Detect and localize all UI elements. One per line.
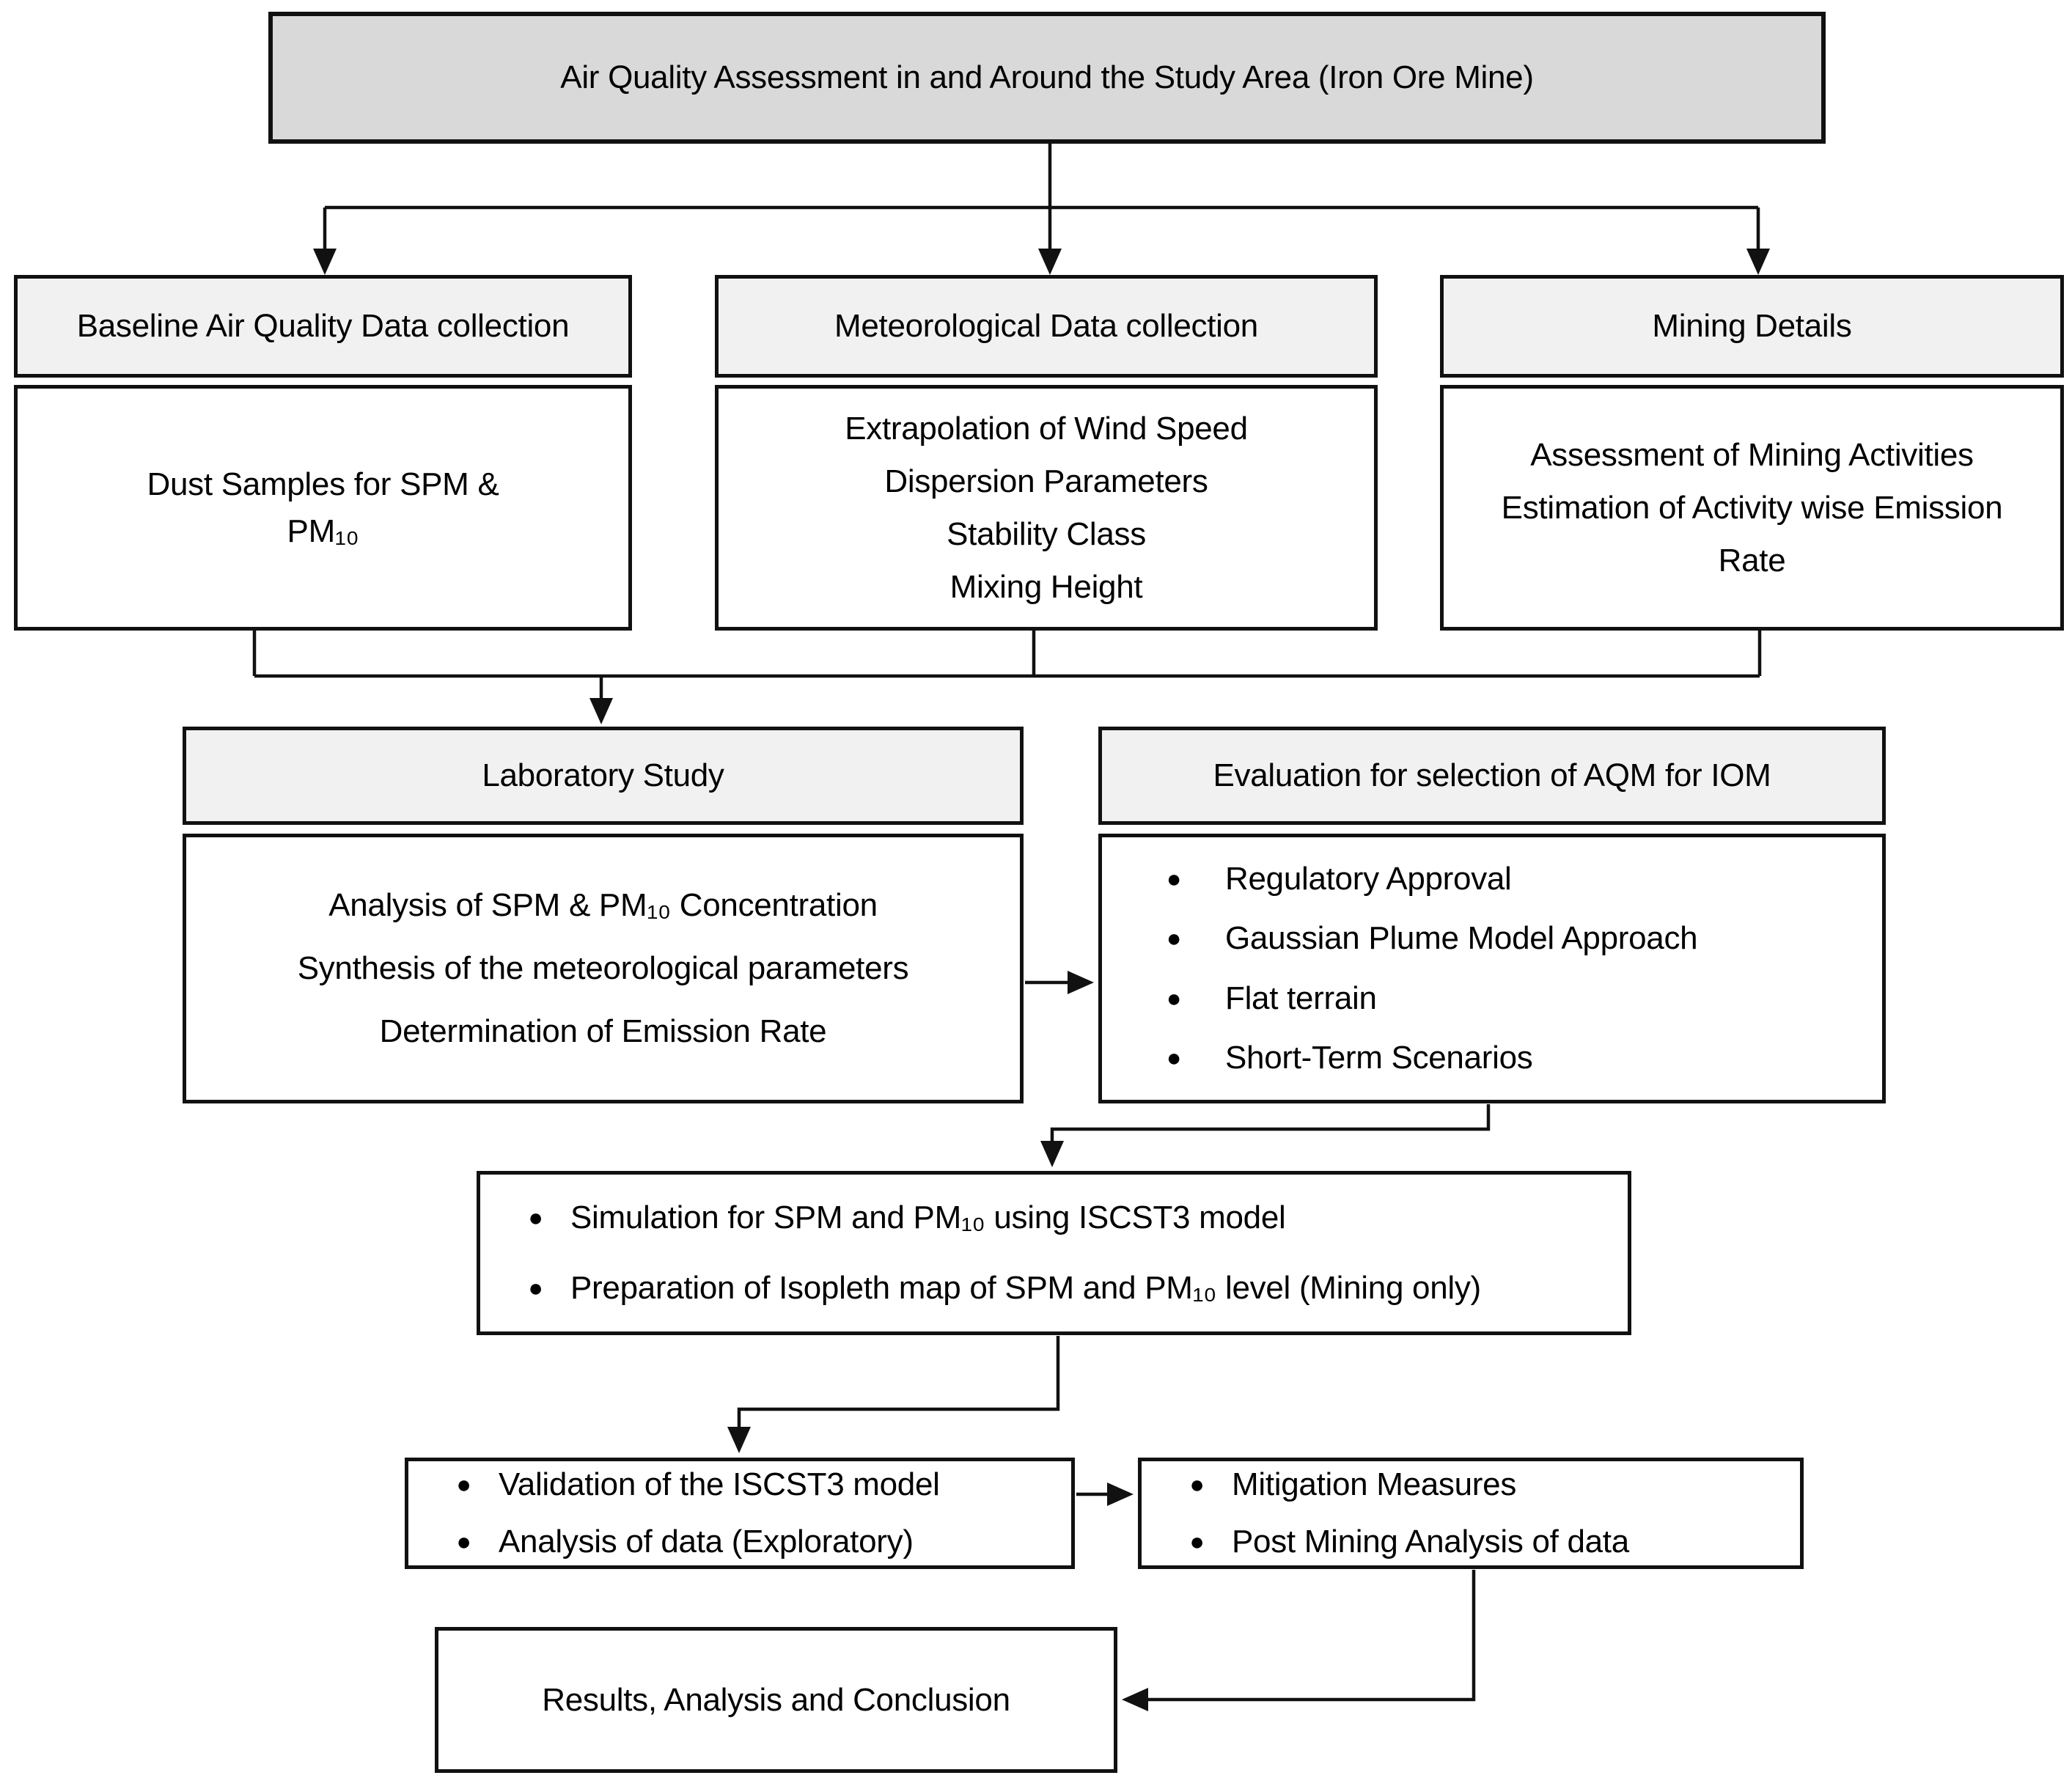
mining-details-header-label: Mining Details <box>1652 308 1852 344</box>
row2-merge-connector <box>254 620 1760 699</box>
list-item: ● Analysis of data (Exploratory) <box>408 1524 1071 1560</box>
list-item: ● Preparation of Isopleth map of SPM and PM₁₀ level (Mining only) <box>480 1270 1628 1307</box>
bullet-icon: ● <box>528 1204 543 1232</box>
evaluation-body <box>1098 834 1886 1103</box>
title-text: Air Quality Assessment in and Around the Study Area (Iron Ore Mine) <box>560 59 1534 95</box>
list-item: ● Regulatory Approval <box>1102 861 1882 897</box>
results-body <box>435 1627 1117 1773</box>
meteorological-box <box>715 275 1378 631</box>
bullet-icon: ● <box>1166 925 1182 953</box>
laboratory-study-header-label: Laboratory Study <box>482 757 724 793</box>
evaluation-box <box>1098 727 1886 1103</box>
list-item: ● Gaussian Plume Model Approach <box>1102 920 1882 957</box>
results-label: Results, Analysis and Conclusion <box>542 1681 1010 1718</box>
laboratory-study-body <box>183 834 1024 1103</box>
title-box <box>268 12 1826 144</box>
bullet-icon: ● <box>1166 1044 1182 1073</box>
bullet-icon: ● <box>1189 1471 1205 1499</box>
bullet-icon: ● <box>456 1528 471 1556</box>
simulation-body <box>477 1171 1631 1335</box>
list-item: ● Flat terrain <box>1102 980 1882 1017</box>
bullet-icon: ● <box>1166 984 1182 1013</box>
mining-details-line: Assessment of Mining Activities <box>1530 436 1974 473</box>
baseline-line: PM₁₀ <box>287 513 359 549</box>
meteorological-line: Mixing Height <box>949 568 1143 605</box>
list-item: ● Validation of the ISCST3 model <box>408 1466 1071 1503</box>
meteorological-header-label: Meteorological Data collection <box>834 308 1258 344</box>
results-box <box>435 1627 1117 1773</box>
simulation-box <box>477 1171 1631 1335</box>
evaluation-header <box>1098 727 1886 825</box>
laboratory-study-line: Synthesis of the meteorological parameters <box>297 950 909 986</box>
eval-to-sim-arrow <box>1052 1104 1488 1142</box>
baseline-box <box>14 275 632 631</box>
validation-body <box>405 1458 1075 1569</box>
mining-details-line: Estimation of Activity wise Emission Rate <box>1501 489 2003 578</box>
laboratory-study-header <box>183 727 1024 825</box>
mitigation-body <box>1138 1458 1804 1569</box>
bullet-icon: ● <box>1189 1528 1205 1556</box>
meteorological-line: Stability Class <box>947 515 1146 552</box>
list-item: ● Simulation for SPM and PM₁₀ using ISCST3 model <box>480 1200 1628 1236</box>
laboratory-study-line: Determination of Emission Rate <box>379 1013 827 1049</box>
mitigation-box <box>1138 1458 1804 1569</box>
baseline-line: Dust Samples for SPM & <box>147 466 499 502</box>
mining-details-box <box>1440 275 2064 631</box>
meteorological-header <box>715 275 1378 378</box>
meteorological-line: Dispersion Parameters <box>884 463 1208 499</box>
evaluation-header-label: Evaluation for selection of AQM for IOM <box>1213 757 1771 793</box>
bullet-icon: ● <box>528 1274 543 1302</box>
baseline-header-label: Baseline Air Quality Data collection <box>76 308 570 344</box>
mining-details-body <box>1440 385 2064 631</box>
bullet-icon: ● <box>456 1471 471 1499</box>
list-item: ● Post Mining Analysis of data <box>1142 1524 1800 1560</box>
sim-to-valid-arrow <box>739 1336 1058 1428</box>
mining-details-header <box>1440 275 2064 378</box>
list-item: ● Mitigation Measures <box>1142 1466 1800 1503</box>
mitig-to-results-arrow <box>1147 1570 1474 1700</box>
laboratory-study-line: Analysis of SPM & PM₁₀ Concentration <box>328 887 878 923</box>
baseline-header <box>14 275 632 378</box>
list-item: ● Short-Term Scenarios <box>1102 1040 1882 1076</box>
laboratory-study-box <box>183 727 1024 1103</box>
validation-box <box>405 1458 1075 1569</box>
baseline-body <box>14 385 632 631</box>
top-branch-connector <box>325 144 1758 250</box>
meteorological-line: Extrapolation of Wind Speed <box>845 410 1248 447</box>
bullet-icon: ● <box>1166 864 1182 893</box>
meteorological-body <box>715 385 1378 631</box>
